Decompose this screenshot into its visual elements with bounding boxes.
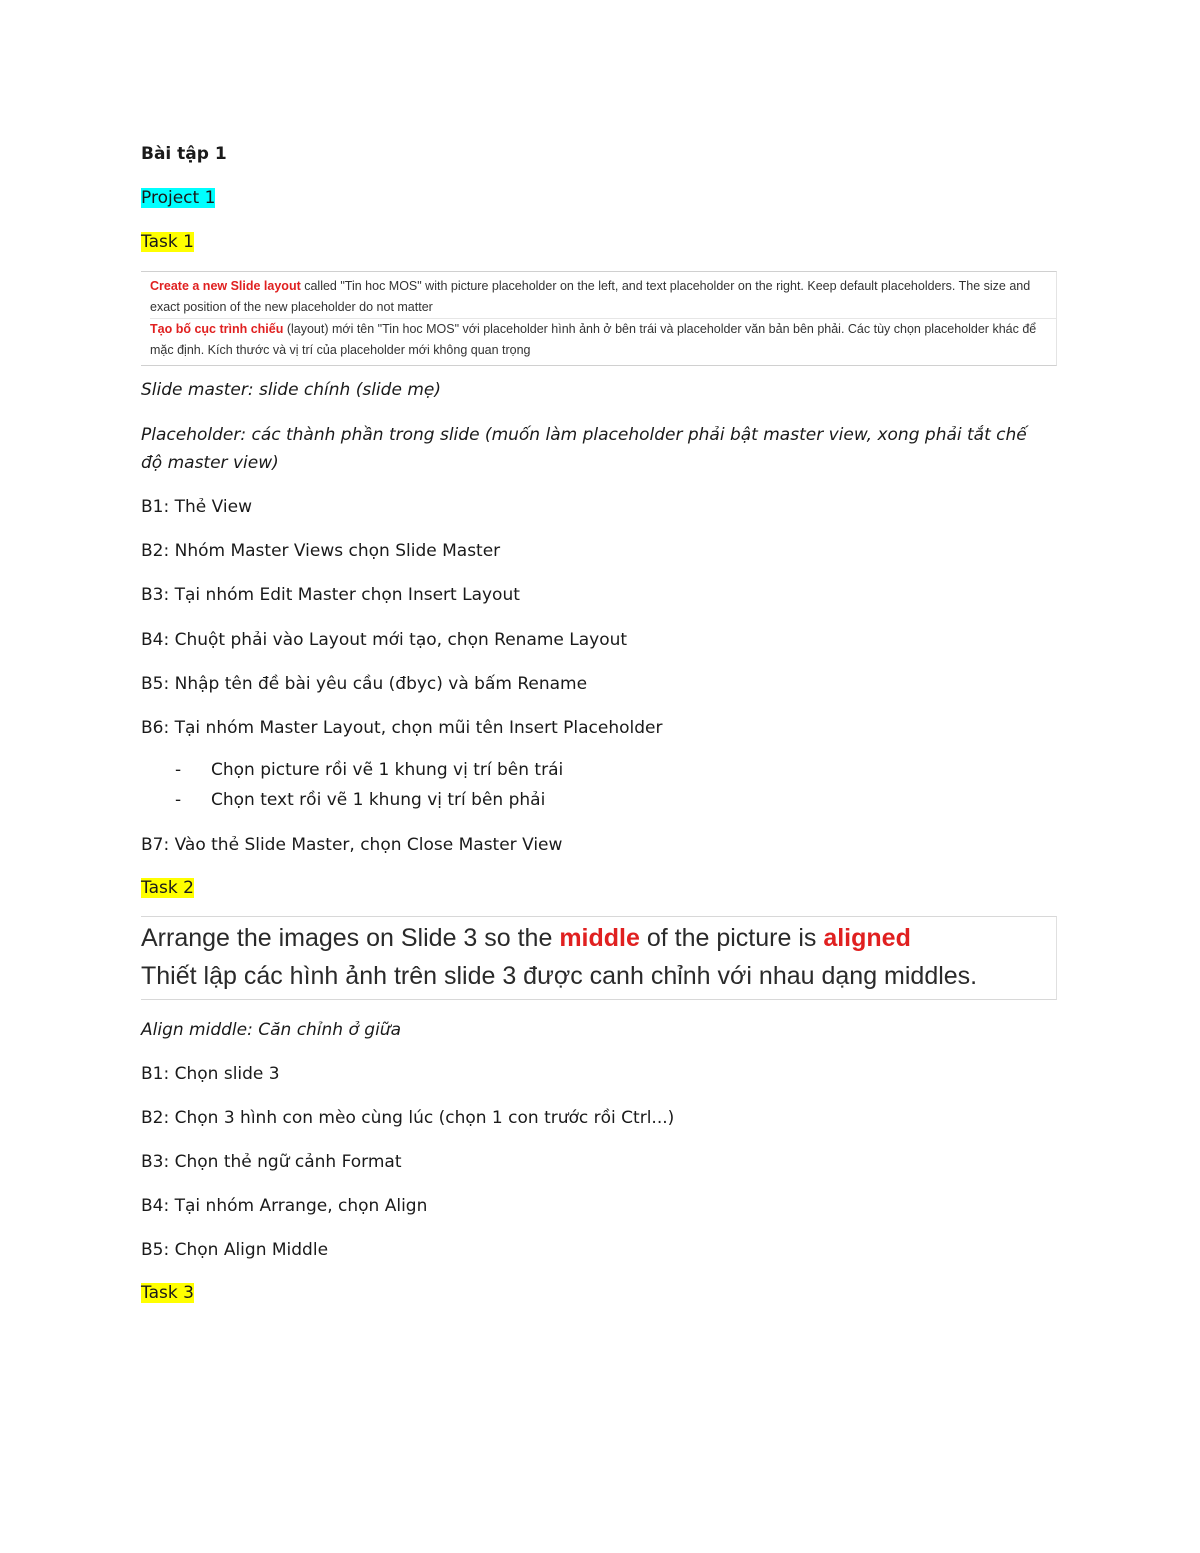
task1-note-slide-master: Slide master: slide chính (slide mẹ) bbox=[141, 380, 441, 400]
task2-instruction-vi: Thiết lập các hình ảnh trên slide 3 được canh chỉnh với nhau dạng middles. bbox=[141, 962, 978, 990]
task2-step: B5: Chọn Align Middle bbox=[141, 1240, 329, 1260]
list-item bbox=[141, 756, 563, 785]
doc-title-text: Bài tập 1 bbox=[141, 144, 227, 164]
task2-heading-text: Task 2 bbox=[141, 878, 194, 898]
task1-en-rest: called "Tin hoc MOS" with picture placeholder on the left, and text placeholder on the right. Keep default placeholders. The size and exact position of the new placeholder do not matter bbox=[150, 279, 1031, 314]
task2-step: B2: Chọn 3 hình con mèo cùng lúc (chọn 1 con trước rồi Ctrl...) bbox=[141, 1108, 675, 1128]
task2-en-highlight-middle: middle bbox=[559, 924, 640, 952]
project-heading bbox=[141, 184, 215, 212]
task1-vi-highlight: Tạo bố cục trình chiếu bbox=[150, 322, 284, 336]
task2-en-part: Arrange the images on Slide 3 so the bbox=[141, 924, 560, 952]
task2-instruction-en bbox=[141, 919, 1056, 957]
task2-en-part: of the picture is bbox=[639, 924, 824, 952]
task1-step: B4: Chuột phải vào Layout mới tạo, chọn Rename Layout bbox=[141, 630, 628, 650]
task1-instruction-box bbox=[141, 271, 1057, 366]
list-bullet-dash: - bbox=[175, 760, 182, 780]
task1-step: B2: Nhóm Master Views chọn Slide Master bbox=[141, 541, 501, 561]
doc-title bbox=[141, 140, 227, 168]
task1-heading-text: Task 1 bbox=[141, 232, 194, 252]
task1-step: B7: Vào thẻ Slide Master, chọn Close Master View bbox=[141, 835, 563, 855]
list-item-text: Chọn picture rồi vẽ 1 khung vị trí bên trái bbox=[211, 760, 564, 780]
task3-heading bbox=[141, 1279, 194, 1307]
task1-note-placeholder: Placeholder: các thành phần trong slide (muốn làm placeholder phải bật master view, xong phải tắt chế độ master view) bbox=[141, 425, 1027, 473]
task2-instruction-box bbox=[141, 916, 1057, 1000]
list-item-text: Chọn text rồi vẽ 1 khung vị trí bên phải bbox=[211, 790, 546, 810]
task1-step: B6: Tại nhóm Master Layout, chọn mũi tên Insert Placeholder bbox=[141, 718, 663, 738]
project-heading-text: Project 1 bbox=[141, 188, 216, 208]
task2-step: B3: Chọn thẻ ngữ cảnh Format bbox=[141, 1152, 402, 1172]
task2-step: B4: Tại nhóm Arrange, chọn Align bbox=[141, 1196, 428, 1216]
task1-vi-rest: (layout) mới tên "Tin hoc MOS" với placeholder hình ảnh ở bên trái và placeholder văn bản bên phải. Các tùy chọn placeholder khác để mặc định. Kích thước và vị trí của placeholder mới không quan trọng bbox=[150, 322, 1037, 357]
task1-instruction-vi bbox=[150, 318, 1056, 361]
task1-heading bbox=[141, 228, 194, 256]
task2-step: B1: Chọn slide 3 bbox=[141, 1064, 280, 1084]
task1-en-highlight: Create a new Slide layout bbox=[150, 279, 301, 293]
list-bullet-dash: - bbox=[175, 790, 182, 810]
task3-heading-text: Task 3 bbox=[141, 1283, 194, 1303]
task2-en-highlight-aligned: aligned bbox=[823, 924, 911, 952]
task2-heading bbox=[141, 874, 194, 902]
task1-step: B1: Thẻ View bbox=[141, 497, 252, 517]
task1-step: B3: Tại nhóm Edit Master chọn Insert Layout bbox=[141, 585, 520, 605]
task2-note-align-middle: Align middle: Căn chỉnh ở giữa bbox=[141, 1020, 401, 1040]
task1-instruction-en bbox=[150, 276, 1056, 318]
task1-step: B5: Nhập tên đề bài yêu cầu (đbyc) và bấm Rename bbox=[141, 674, 588, 694]
list-item bbox=[141, 786, 545, 815]
